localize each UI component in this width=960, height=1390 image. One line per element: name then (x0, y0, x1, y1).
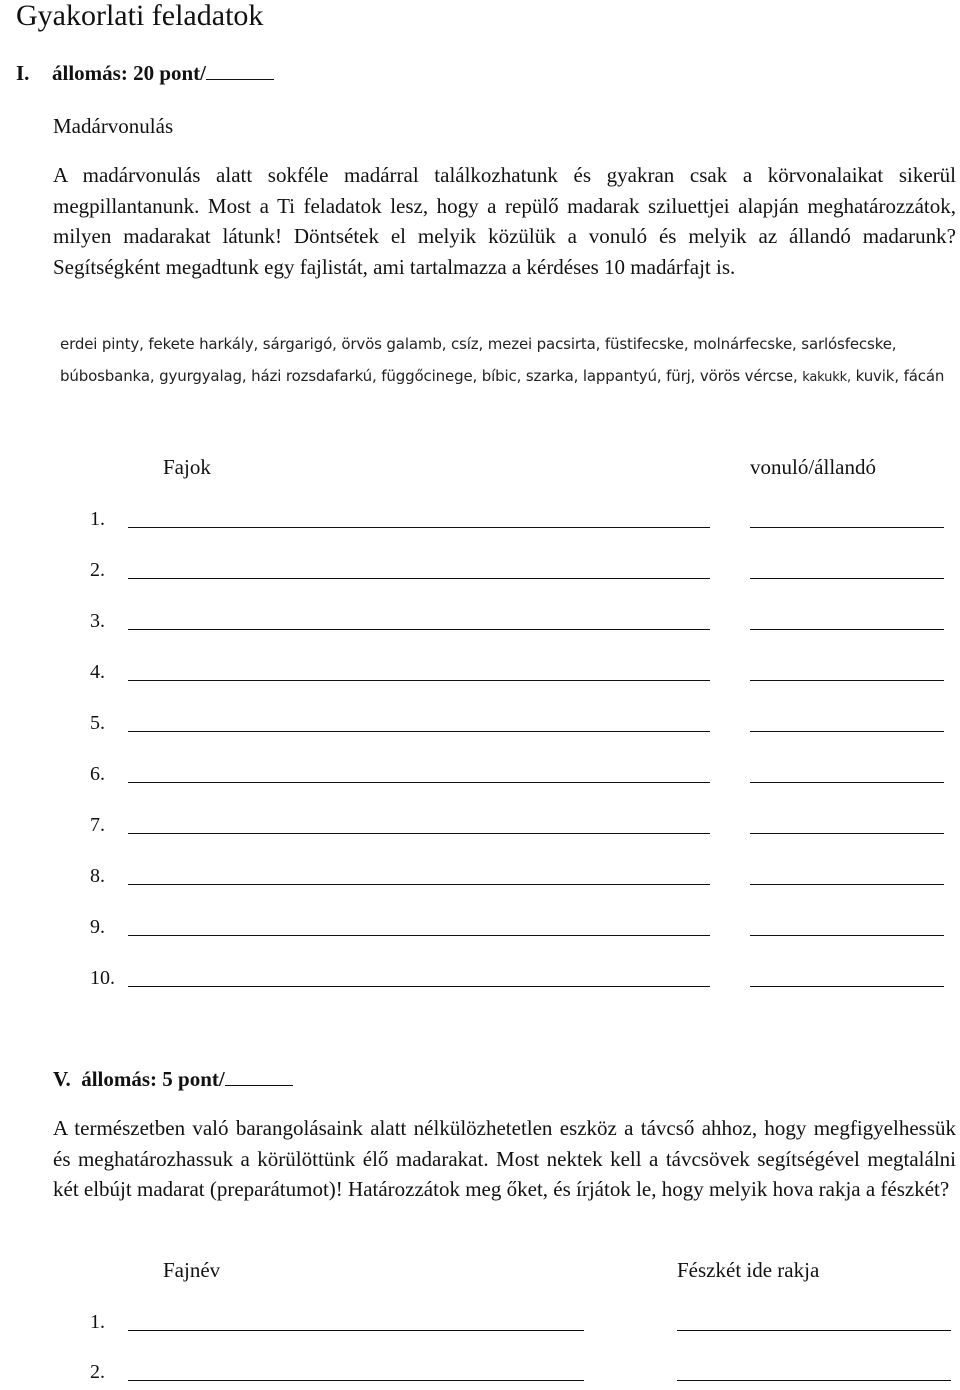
column-name-header: Fajnév (163, 1258, 221, 1282)
answer-blank-right[interactable] (677, 1330, 951, 1331)
answer-blank-right[interactable] (677, 1380, 951, 1381)
station-5-number: V. (53, 1067, 71, 1091)
answer-row (0, 1310, 960, 1340)
answer-row (0, 813, 960, 843)
station-5-paragraph: A természetben való barangolásaink alatt nélkülözhetetlen eszköz a távcső ahhoz, hogy megfigyelhessük és meghatározhassuk a körülöttünk élő madarakat. Most nektek kell a távcsövek segítségével megtalálni két elbújt madarat (preparátumot)! Határozzátok meg őket, és írjátok le, hogy melyik hova rakja a fészkét? (53, 1116, 956, 1202)
answer-blank-left[interactable] (128, 680, 710, 681)
answer-blank-left[interactable] (128, 1380, 584, 1381)
answer-blank-right[interactable] (750, 935, 944, 936)
answer-blank-left[interactable] (128, 527, 710, 528)
answer-row (0, 558, 960, 588)
answer-blank-left[interactable] (128, 935, 710, 936)
species-list (60, 328, 956, 394)
answer-blank-left[interactable] (128, 1330, 584, 1331)
answer-row (0, 966, 960, 996)
answer-row (0, 711, 960, 741)
column-status-header: vonuló/állandó (750, 455, 876, 479)
answer-blank-right[interactable] (750, 629, 944, 630)
row-number: 6. (90, 763, 105, 785)
answer-blank-right[interactable] (750, 731, 944, 732)
station-1-number: I. (16, 61, 30, 85)
species-list-small: kakukk, (802, 370, 851, 385)
answer-blank-left[interactable] (128, 731, 710, 732)
row-number: 4. (90, 661, 105, 683)
answer-row (0, 507, 960, 537)
answer-row (0, 864, 960, 894)
answer-row (0, 609, 960, 639)
row-number: 3. (90, 610, 105, 632)
answer-blank-right[interactable] (750, 986, 944, 987)
species-list-end: kuvik, fácán (855, 367, 945, 385)
station-1-heading-text: állomás: 20 pont/ (52, 61, 207, 85)
station-5-heading (53, 1066, 293, 1092)
answer-blank-right[interactable] (750, 680, 944, 681)
station-1-score-blank[interactable] (206, 61, 274, 80)
answer-row (0, 660, 960, 690)
row-number: 5. (90, 712, 105, 734)
answer-blank-left[interactable] (128, 578, 710, 579)
station-1-subtitle: Madárvonulás (53, 114, 174, 138)
station-1-heading (16, 60, 274, 86)
station-5-score-blank[interactable] (225, 1067, 293, 1086)
station-1-paragraph: A madárvonulás alatt sokféle madárral találkozhatunk és gyakran csak a körvonalaikat sikerül megpillantanunk. Most a Ti feladatok lesz, hogy a repülő madarak sziluettjei alapján meghatározzátok, milyen madarakat látunk! Döntsétek el melyik közülük a vonuló és melyik az állandó madarunk? Segítségként megadtunk egy fajlistát, ami tartalmazza a kérdéses 10 madárfajt is. (53, 163, 956, 279)
answer-blank-left[interactable] (128, 884, 710, 885)
species-list-main: erdei pinty, fekete harkály, sárgarigó, örvös galamb, csíz, mezei pacsirta, füstifecske, molnárfecske, sarlósfecske, búbosbanka, gyurgyalag, házi rozsdafarkú, függőcinege, bíbic, szarka, lappantyú, fürj, vörös vércse, (60, 335, 897, 385)
answer-blank-left[interactable] (128, 629, 710, 630)
row-number: 1. (90, 508, 105, 530)
row-number: 9. (90, 916, 105, 938)
answer-blank-left[interactable] (128, 986, 710, 987)
row-number: 7. (90, 814, 105, 836)
answer-row (0, 915, 960, 945)
answer-blank-left[interactable] (128, 833, 710, 834)
column-nest-header: Fészkét ide rakja (677, 1258, 820, 1282)
row-number: 2. (90, 1361, 105, 1383)
station-5-heading-text: állomás: 5 pont/ (81, 1067, 225, 1091)
row-number: 1. (90, 1311, 105, 1333)
answer-blank-right[interactable] (750, 578, 944, 579)
answer-blank-right[interactable] (750, 884, 944, 885)
answer-row (0, 762, 960, 792)
row-number: 8. (90, 865, 105, 887)
row-number: 10. (90, 967, 115, 989)
page-title: Gyakorlati feladatok (16, 0, 264, 32)
answer-blank-right[interactable] (750, 782, 944, 783)
answer-blank-right[interactable] (750, 833, 944, 834)
answer-blank-right[interactable] (750, 527, 944, 528)
answer-blank-left[interactable] (128, 782, 710, 783)
column-species-header: Fajok (163, 455, 211, 479)
row-number: 2. (90, 559, 105, 581)
